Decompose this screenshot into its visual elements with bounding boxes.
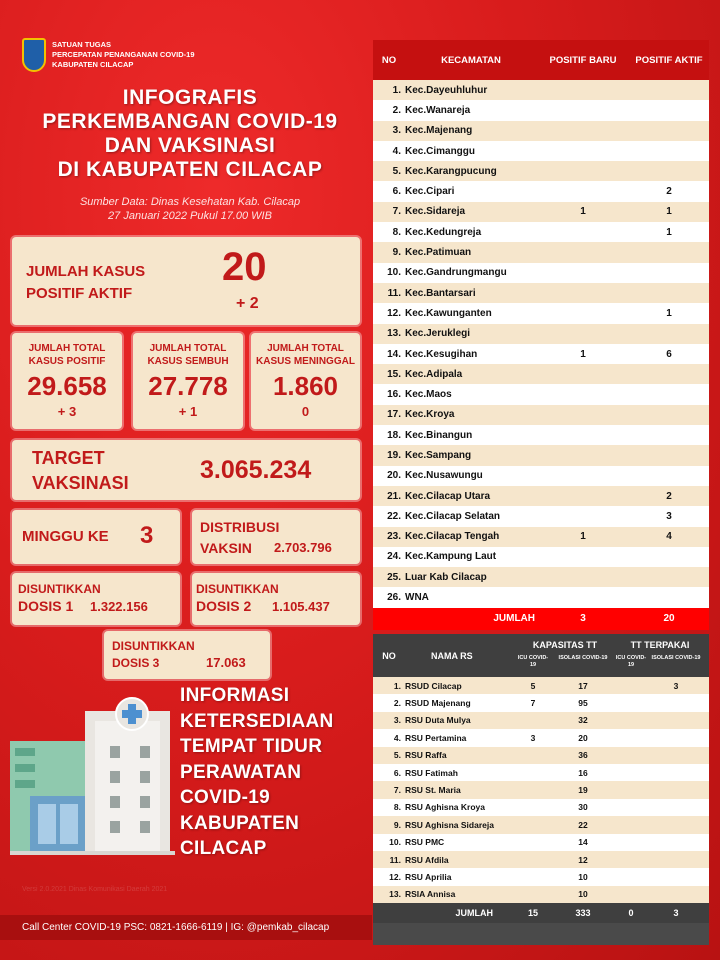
table-row: [373, 161, 709, 181]
heading-line: KETERSEDIAAN: [180, 710, 334, 732]
row-no: 1.: [393, 680, 401, 691]
table-row: [373, 712, 709, 729]
col-kecamatan: KECAMATAN: [441, 54, 501, 66]
org-line: KABUPATEN CILACAP: [52, 60, 134, 69]
col-positif-baru: POSITIF BARU: [549, 54, 617, 66]
table-row: [373, 567, 709, 587]
row-kap-isolasi: 10: [578, 889, 588, 900]
row-kecamatan: Kec.Kampung Laut: [405, 551, 497, 563]
row-no: 8.: [392, 226, 401, 238]
col-positif-aktif: POSITIF AKTIF: [635, 54, 703, 66]
row-kecamatan: Kec.Jeruklegi: [405, 328, 471, 340]
row-no: 5.: [393, 750, 401, 761]
title-line: INFOGRAFIS: [122, 86, 258, 109]
row-kap-isolasi: 12: [578, 854, 588, 865]
row-no: 7.: [392, 206, 401, 218]
title-line: DI KABUPATEN CILACAP: [57, 158, 323, 181]
table-row: [373, 121, 709, 141]
hospital-table-header: [373, 634, 709, 677]
dose1-card: [12, 573, 180, 625]
page-title: [20, 86, 360, 182]
table-row: [373, 694, 709, 711]
label-line: DOSIS 3: [112, 656, 160, 670]
dose2-label: [196, 581, 279, 615]
active-cases-label: [26, 261, 145, 305]
total-recovered-delta: + 1: [178, 404, 198, 419]
district-total-row: [373, 608, 709, 630]
sub-icu: ICU COVID-19: [615, 655, 647, 668]
source-text: Sumber Data: Dinas Kesehatan Kab. Cilacap: [79, 196, 301, 208]
row-no: 10.: [387, 267, 401, 279]
row-no: 2.: [392, 104, 401, 116]
table-row: [373, 486, 709, 506]
row-kap-isolasi: 30: [578, 802, 588, 813]
active-cases-card: [12, 237, 360, 325]
label-line: KASUS POSITIF: [28, 356, 106, 367]
table-row: [373, 816, 709, 833]
row-nama-rs: RSUD Cilacap: [405, 680, 462, 691]
total-recovered-card: [133, 333, 243, 429]
row-kap-icu: 7: [530, 698, 536, 709]
label-line: JUMLAH TOTAL: [267, 343, 344, 354]
row-kap-isolasi: 95: [578, 698, 588, 709]
row-kecamatan: Kec.Sampang: [405, 449, 472, 461]
row-kecamatan: WNA: [405, 592, 429, 604]
label-line: JUMLAH TOTAL: [28, 343, 106, 354]
distribution-card: [192, 510, 360, 564]
row-no: 6.: [393, 767, 401, 778]
week-card: [12, 510, 180, 564]
label-line: DISUNTIKKAN: [18, 582, 101, 596]
table-row: [373, 222, 709, 242]
col-no: NO: [381, 54, 397, 66]
row-kecamatan: Kec.Kedungreja: [405, 226, 482, 238]
row-kecamatan: Kec.Sidareja: [405, 206, 466, 218]
hospital-building-icon: [10, 686, 175, 864]
title-line: PERKEMBANGAN COVID-19: [42, 110, 338, 133]
row-kecamatan: Kec.Kesugihan: [405, 348, 478, 360]
row-kap-isolasi: 32: [578, 715, 588, 726]
row-no: 24.: [387, 551, 401, 563]
kapasitas-group: [515, 634, 615, 677]
row-kecamatan: Kec.Cipari: [405, 186, 455, 198]
row-kecamatan: Kec.Adipala: [405, 368, 463, 380]
org-name: [52, 40, 195, 70]
table-row: [373, 324, 709, 344]
total-positif-baru: 3: [580, 613, 586, 625]
row-no: 9.: [392, 247, 401, 259]
total-positive-value: 29.658: [27, 371, 107, 401]
dose1-value: 1.322.156: [90, 599, 148, 614]
row-kecamatan: Kec.Gandrungmangu: [405, 267, 507, 279]
label-line: DISUNTIKKAN: [112, 639, 195, 653]
row-kecamatan: Kec.Majenang: [405, 125, 473, 137]
dose1-label: [18, 581, 101, 615]
table-row: [373, 263, 709, 283]
dose3-value: 17.063: [206, 655, 246, 670]
kapasitas-header: KAPASITAS TT: [532, 640, 598, 650]
week-label: MINGGU KE: [22, 528, 109, 545]
row-positif-aktif: 2: [666, 186, 672, 198]
label-line: DOSIS 2: [196, 598, 252, 614]
table-row: [373, 141, 709, 161]
table-row: [373, 181, 709, 201]
sub-isolasi: ISOLASI COVID-19: [558, 655, 608, 661]
table-row: [373, 547, 709, 567]
row-kecamatan: Kec.Patimuan: [405, 247, 472, 259]
row-no: 20.: [387, 470, 401, 482]
district-rows: [373, 80, 709, 608]
row-no: 13.: [389, 889, 401, 900]
row-no: 19.: [387, 449, 401, 461]
dose2-card: [192, 573, 360, 625]
heading-line: TEMPAT TIDUR: [180, 736, 323, 757]
table-row: [373, 506, 709, 526]
table-row: [373, 384, 709, 404]
label-line: DISTRIBUSI: [200, 519, 280, 535]
row-no: 17.: [387, 409, 401, 421]
heading-line: COVID-19: [180, 787, 271, 808]
org-line: SATUAN TUGAS: [52, 40, 112, 49]
row-no: 4.: [393, 732, 401, 743]
row-positif-aktif: 6: [666, 348, 672, 360]
row-no: 8.: [393, 802, 401, 813]
active-cases-delta: + 2: [236, 295, 259, 312]
row-kap-isolasi: 22: [578, 819, 588, 830]
row-no: 9.: [393, 819, 401, 830]
hospital-total-row: [373, 903, 709, 923]
satgas-logo-icon: [22, 38, 46, 72]
label-line: VAKSINASI: [32, 473, 129, 493]
table-row: [373, 405, 709, 425]
row-nama-rs: RSU Afdila: [405, 854, 449, 865]
row-terpakai-isolasi: 3: [673, 680, 679, 691]
org-line: PERCEPATAN PENANGANAN COVID-19: [52, 50, 195, 59]
row-positif-aktif: 1: [666, 307, 672, 319]
row-positif-aktif: 2: [666, 490, 672, 502]
table-row: [373, 764, 709, 781]
label-line: DISUNTIKKAN: [196, 582, 279, 596]
table-row: [373, 886, 709, 903]
table-row: [373, 344, 709, 364]
row-kap-isolasi: 14: [578, 837, 588, 848]
row-no: 3.: [393, 715, 401, 726]
table-row: [373, 834, 709, 851]
district-table-header: [373, 40, 709, 80]
total-positive-delta: + 3: [57, 404, 77, 419]
col-nama-rs: NAMA RS: [431, 650, 473, 661]
table-row: [373, 80, 709, 100]
total-deaths-value: 1.860: [272, 371, 339, 401]
table-row: [373, 868, 709, 885]
label-line: KASUS SEMBUH: [147, 356, 229, 367]
total-terpakai-icu: 0: [628, 908, 634, 919]
footer-contact: Call Center COVID-19 PSC: 0821-1666-6119 | IG: @pemkab_cilacap: [0, 915, 372, 940]
table-row: [373, 303, 709, 323]
row-no: 11.: [389, 854, 401, 865]
row-no: 12.: [389, 871, 401, 882]
row-no: 2.: [393, 698, 401, 709]
heading-line: PERAWATAN: [180, 761, 302, 783]
row-kap-isolasi: 16: [578, 767, 588, 778]
heading-line: KABUPATEN: [180, 812, 300, 834]
row-nama-rs: RSU Raffa: [405, 750, 447, 761]
row-kecamatan: Kec.Nusawungu: [405, 470, 483, 482]
table-row: [373, 677, 709, 694]
row-no: 15.: [387, 368, 401, 380]
hospital-rows: [373, 677, 709, 903]
table-row: [373, 425, 709, 445]
total-kap-isolasi: 333: [575, 908, 591, 919]
row-kap-isolasi: 36: [578, 750, 588, 761]
table-row: [373, 242, 709, 262]
distribution-label: [200, 517, 279, 559]
total-positif-aktif: 20: [663, 613, 675, 625]
row-nama-rs: RSU Aprilia: [405, 871, 452, 882]
row-kap-isolasi: 10: [578, 871, 588, 882]
row-kecamatan: Kec.Kroya: [405, 409, 455, 421]
row-no: 23.: [387, 531, 401, 543]
row-kecamatan: Kec.Wanareja: [405, 104, 471, 116]
dose3-card: [104, 631, 270, 679]
table-row: [373, 100, 709, 120]
label-line: KASUS MENINGGAL: [256, 356, 355, 367]
heading-line: INFORMASI: [180, 685, 290, 706]
row-no: 25.: [387, 571, 401, 583]
total-positive-label: [12, 342, 122, 368]
row-kap-isolasi: 19: [578, 785, 588, 796]
row-kap-icu: 3: [530, 732, 536, 743]
row-positif-baru: 1: [580, 531, 586, 543]
distribution-value: 2.703.796: [274, 540, 332, 555]
row-kap-isolasi: 17: [578, 680, 588, 691]
total-terpakai-isolasi: 3: [673, 908, 679, 919]
row-nama-rs: RSU Aghisna Sidareja: [405, 819, 494, 830]
label-line: POSITIF AKTIF: [26, 285, 133, 302]
total-label: JUMLAH: [455, 908, 493, 919]
row-kecamatan: Kec.Maos: [405, 389, 452, 401]
table-row: [373, 729, 709, 746]
row-no: 1.: [392, 84, 401, 96]
label-line: JUMLAH TOTAL: [149, 343, 227, 354]
terpakai-group: [615, 634, 705, 677]
row-kecamatan: Luar Kab Cilacap: [405, 571, 487, 583]
dose3-label: [112, 638, 195, 672]
row-nama-rs: RSU Duta Mulya: [405, 715, 471, 726]
row-kecamatan: Kec.Kawunganten: [405, 307, 492, 319]
row-nama-rs: RSU PMC: [405, 837, 445, 848]
row-positif-aktif: 4: [666, 531, 672, 543]
row-no: 18.: [387, 429, 401, 441]
row-no: 12.: [387, 307, 401, 319]
row-nama-rs: RSU Pertamina: [405, 732, 467, 743]
row-nama-rs: RSIA Annisa: [405, 889, 456, 900]
dose2-value: 1.105.437: [272, 599, 330, 614]
row-no: 3.: [392, 125, 401, 137]
row-no: 10.: [389, 837, 401, 848]
row-kecamatan: Kec.Karangpucung: [405, 165, 497, 177]
week-value: 3: [140, 522, 154, 549]
hospital-table: [373, 634, 709, 945]
row-kecamatan: Kec.Cilacap Selatan: [405, 510, 501, 522]
row-positif-aktif: 1: [666, 226, 672, 238]
total-positive-card: [12, 333, 122, 429]
row-nama-rs: RSU Aghisna Kroya: [405, 802, 485, 813]
bed-info-heading: [180, 683, 334, 862]
district-table: [373, 40, 709, 627]
label-line: VAKSIN: [200, 540, 252, 556]
label-line: JUMLAH KASUS: [26, 263, 146, 280]
row-no: 26.: [387, 592, 401, 604]
faint-credit: Versi 2.0.2021 Dinas Komunikasi Daerah 2021: [22, 886, 168, 893]
total-deaths-delta: 0: [301, 404, 310, 419]
row-positif-baru: 1: [580, 206, 586, 218]
total-deaths-card: [251, 333, 360, 429]
sub-isolasi: ISOLASI COVID-19: [651, 655, 701, 661]
row-kap-isolasi: 20: [578, 732, 588, 743]
heading-line: CILACAP: [180, 838, 267, 859]
row-no: 13.: [387, 328, 401, 340]
table-row: [373, 364, 709, 384]
target-vaccination-card: [12, 440, 360, 500]
row-positif-aktif: 3: [666, 510, 672, 522]
row-nama-rs: RSU St. Maria: [405, 785, 461, 796]
table-row: [373, 466, 709, 486]
row-nama-rs: RSUD Majenang: [405, 698, 471, 709]
label-line: TARGET: [32, 448, 105, 468]
table-row: [373, 283, 709, 303]
date-text: 27 Januari 2022 Pukul 17.00 WIB: [108, 210, 272, 222]
table-row: [373, 747, 709, 764]
row-nama-rs: RSU Fatimah: [405, 767, 458, 778]
table-row: [373, 851, 709, 868]
row-kap-icu: 5: [530, 680, 536, 691]
terpakai-header: TT TERPAKAI: [630, 640, 690, 650]
active-cases-value: 20: [222, 245, 267, 289]
table-row: [373, 799, 709, 816]
total-recovered-value: 27.778: [148, 371, 228, 401]
row-kecamatan: Kec.Bantarsari: [405, 287, 476, 299]
row-no: 7.: [393, 785, 401, 796]
row-kecamatan: Kec.Cilacap Utara: [405, 490, 491, 502]
table-row: [373, 202, 709, 222]
row-no: 6.: [392, 186, 401, 198]
row-no: 16.: [387, 389, 401, 401]
row-positif-aktif: 1: [666, 206, 672, 218]
col-no: NO: [382, 650, 396, 661]
table-row: [373, 527, 709, 547]
row-no: 11.: [387, 287, 401, 299]
total-label: JUMLAH: [493, 613, 535, 625]
total-deaths-label: [251, 342, 360, 368]
row-kecamatan: Kec.Dayeuhluhur: [405, 84, 488, 96]
row-no: 21.: [387, 490, 401, 502]
total-recovered-label: [133, 342, 243, 368]
target-label: [32, 446, 129, 496]
table-row: [373, 781, 709, 798]
label-line: DOSIS 1: [18, 598, 74, 614]
table-row: [373, 445, 709, 465]
row-no: 5.: [392, 165, 401, 177]
row-no: 22.: [387, 510, 401, 522]
sub-icu: ICU COVID-19: [517, 655, 549, 668]
total-kap-icu: 15: [527, 908, 538, 919]
row-kecamatan: Kec.Cilacap Tengah: [405, 531, 500, 543]
target-value: 3.065.234: [200, 456, 312, 484]
row-no: 4.: [392, 145, 401, 157]
table-row: [373, 587, 709, 607]
title-line: DAN VAKSINASI: [104, 134, 276, 157]
row-kecamatan: Kec.Binangun: [405, 429, 473, 441]
row-no: 14.: [387, 348, 401, 360]
row-kecamatan: Kec.Cimanggu: [405, 145, 476, 157]
row-positif-baru: 1: [580, 348, 586, 360]
